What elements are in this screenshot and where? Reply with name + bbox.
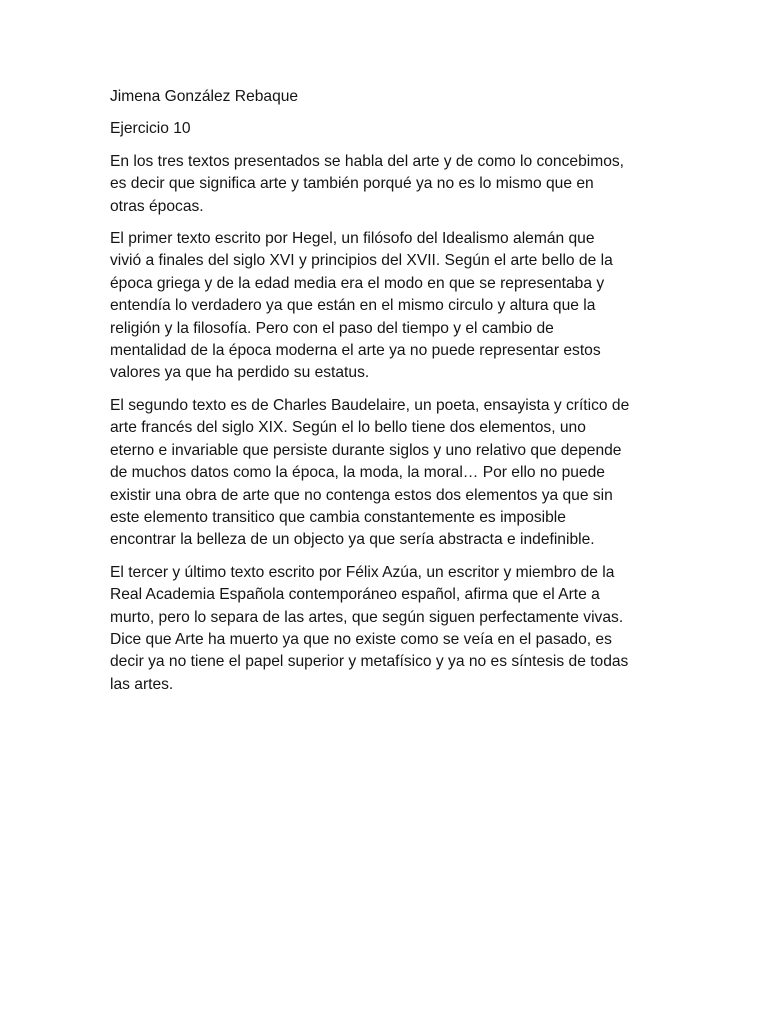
paragraph-line: murto, pero lo separa de las artes, que según siguen perfectamente vivas. [110, 608, 624, 626]
paragraph-line: entendía lo verdadero ya que están en el mismo circulo y altura que la [110, 297, 596, 315]
paragraph-line: Real Academia Española contemporáneo español, afirma que el Arte a [110, 586, 600, 604]
paragraph-line: de muchos datos como la época, la moda, la moral… Por ello no puede [110, 464, 605, 482]
paragraph-line: otras épocas. [110, 197, 204, 215]
paragraph-2 [110, 228, 658, 385]
paragraph-line: existir una obra de arte que no contenga estos dos elementos ya que sin [110, 486, 613, 504]
paragraph-line: Dice que Arte ha muerto ya que no existe como se veía en el pasado, es [110, 630, 612, 648]
paragraph-line: religión y la filosofía. Pero con el paso del tiempo y el cambio de [110, 319, 554, 337]
paragraph-line: decir ya no tiene el papel superior y metafísico y ya no es síntesis de todas [110, 653, 629, 671]
paragraph-line: las artes. [110, 675, 174, 693]
paragraph-line: eterno e invariable que persiste durante siglos y uno relativo que depende [110, 441, 622, 459]
paragraph-line: El segundo texto es de Charles Baudelaire, un poeta, ensayista y crítico de [110, 396, 630, 414]
author-name: Jimena González Rebaque [110, 88, 299, 105]
paragraph-line: encontrar la belleza de un objecto ya que sería abstracta e indefinible. [110, 531, 595, 549]
paragraph-line: El tercer y último texto escrito por Félix Azúa, un escritor y miembro de la [110, 563, 615, 581]
paragraph-line: vivió a finales del siglo XVI y principios del XVII. Según el arte bello de la [110, 252, 613, 270]
paragraph-line: valores ya que ha perdido su estatus. [110, 364, 370, 382]
paragraph-line: época griega y de la edad media era el modo en que se representaba y [110, 274, 605, 292]
paragraph-line: es decir que significa arte y también porqué ya no es lo mismo que en [110, 175, 594, 193]
paragraph-line: este elemento transitico que cambia constantemente es imposible [110, 508, 566, 526]
paragraph-3 [110, 395, 658, 552]
paragraph-line: El primer texto escrito por Hegel, un filósofo del Idealismo alemán que [110, 230, 595, 248]
paragraph-1 [110, 151, 658, 218]
document-body [110, 86, 658, 706]
paragraph-line: En los tres textos presentados se habla del arte y de como lo concebimos, [110, 152, 625, 170]
paragraph-line: mentalidad de la época moderna el arte ya no puede representar estos [110, 342, 601, 360]
paragraph-line: arte francés del siglo XIX. Según el lo bello tiene dos elementos, uno [110, 419, 586, 437]
paragraph-4 [110, 562, 658, 696]
exercise-title: Ejercicio 10 [110, 120, 191, 138]
